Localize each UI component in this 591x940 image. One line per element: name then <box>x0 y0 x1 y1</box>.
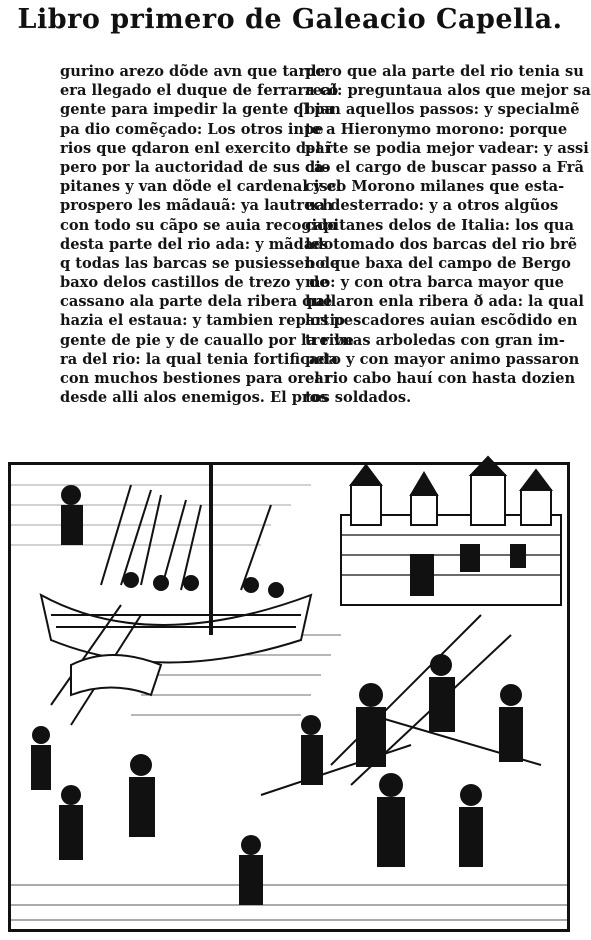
left-column-line: pa dio comẽçado: Los otros inpe <box>60 120 324 138</box>
left-column-line: hazia el estaua: y tambien repartio <box>60 312 345 330</box>
right-column-line: tos soldados. <box>305 389 412 407</box>
left-column-line: era llegado el duque de ferrara cõ <box>60 82 339 100</box>
text-column-left <box>60 62 354 407</box>
left-column-line: rios que qdaron enl exercito del ĩ <box>60 139 332 157</box>
right-column-line: bian aquellos passos: y specialmẽ <box>305 101 580 119</box>
left-column-line: pitanes y van dõde el cardenal y el <box>60 178 342 196</box>
right-column-line: cisco Morono milanes que esta- <box>305 178 565 196</box>
right-column-line: te a Hieronymo morono: porque <box>305 120 568 138</box>
right-column-line: les tomado dos barcas del rio brẽ <box>305 235 578 253</box>
left-column-line: pero por la auctoridad de sus ca- <box>60 158 330 176</box>
left-column-line: ra del rio: la qual tenia fortificada <box>60 350 339 368</box>
right-column-line: parte se podia mejor vadear: y assi <box>305 139 589 157</box>
left-column-line: con muchos bestiones para orear <box>60 370 332 387</box>
woodcut-battle-scene <box>11 465 567 929</box>
right-column-line: el rio cabo hauí con hasta dozien <box>305 370 576 387</box>
page-title: Libro primero de Galeacio Capella. <box>17 4 563 35</box>
right-column-line: pero que ala parte del rio tenia su <box>305 63 584 80</box>
text-column-right <box>305 62 591 407</box>
boat <box>41 465 311 663</box>
right-column-line: capitanes delos de Italia: los qua <box>305 216 574 234</box>
left-column-line: cassano ala parte dela ribera que <box>60 293 333 311</box>
left-column-line: desde alli alos enemigos. El pros <box>60 389 328 407</box>
right-column-line: real: preguntaua alos que mejor sa <box>305 82 591 100</box>
woodcut-illustration <box>8 462 570 932</box>
right-column-line: peto y con mayor animo passaron <box>305 350 580 368</box>
left-column-line: baxo delos castillos de trezo y de <box>60 274 329 292</box>
left-column-line: desta parte del rio ada: y mãdado <box>60 235 334 253</box>
left-column-line: gurino arezo dõde avn que tarde <box>60 63 326 80</box>
right-column-line: hallaron enla ribera ð ada: la qual <box>305 293 584 311</box>
city-castle <box>341 457 561 605</box>
right-column-line: dio el cargo de buscar passo a Frã <box>305 158 584 176</box>
right-column-line: ua desterrado: y a otros algũos <box>305 197 559 215</box>
left-column-line: gente de pie y de cauallo por la ribe <box>60 331 354 349</box>
left-column-line: prospero les mãdauã: ya lautrech <box>60 197 333 215</box>
right-column-line: bo que baxa del campo de Bergo <box>305 254 571 272</box>
left-column-line: con todo su cãpo se auia recogido <box>60 216 338 234</box>
left-column-line: q todas las barcas se pusiessen de <box>60 254 340 272</box>
left-column-line: gente para impedir la gente ʠl pa <box>60 101 334 119</box>
banner-flag <box>71 655 161 695</box>
right-column-line: mo: y con otra barca mayor que <box>305 274 564 292</box>
right-column-line: tre vnas arboledas con gran im- <box>305 331 565 349</box>
right-column-line: los pescadores auian escõdido en <box>305 312 578 330</box>
